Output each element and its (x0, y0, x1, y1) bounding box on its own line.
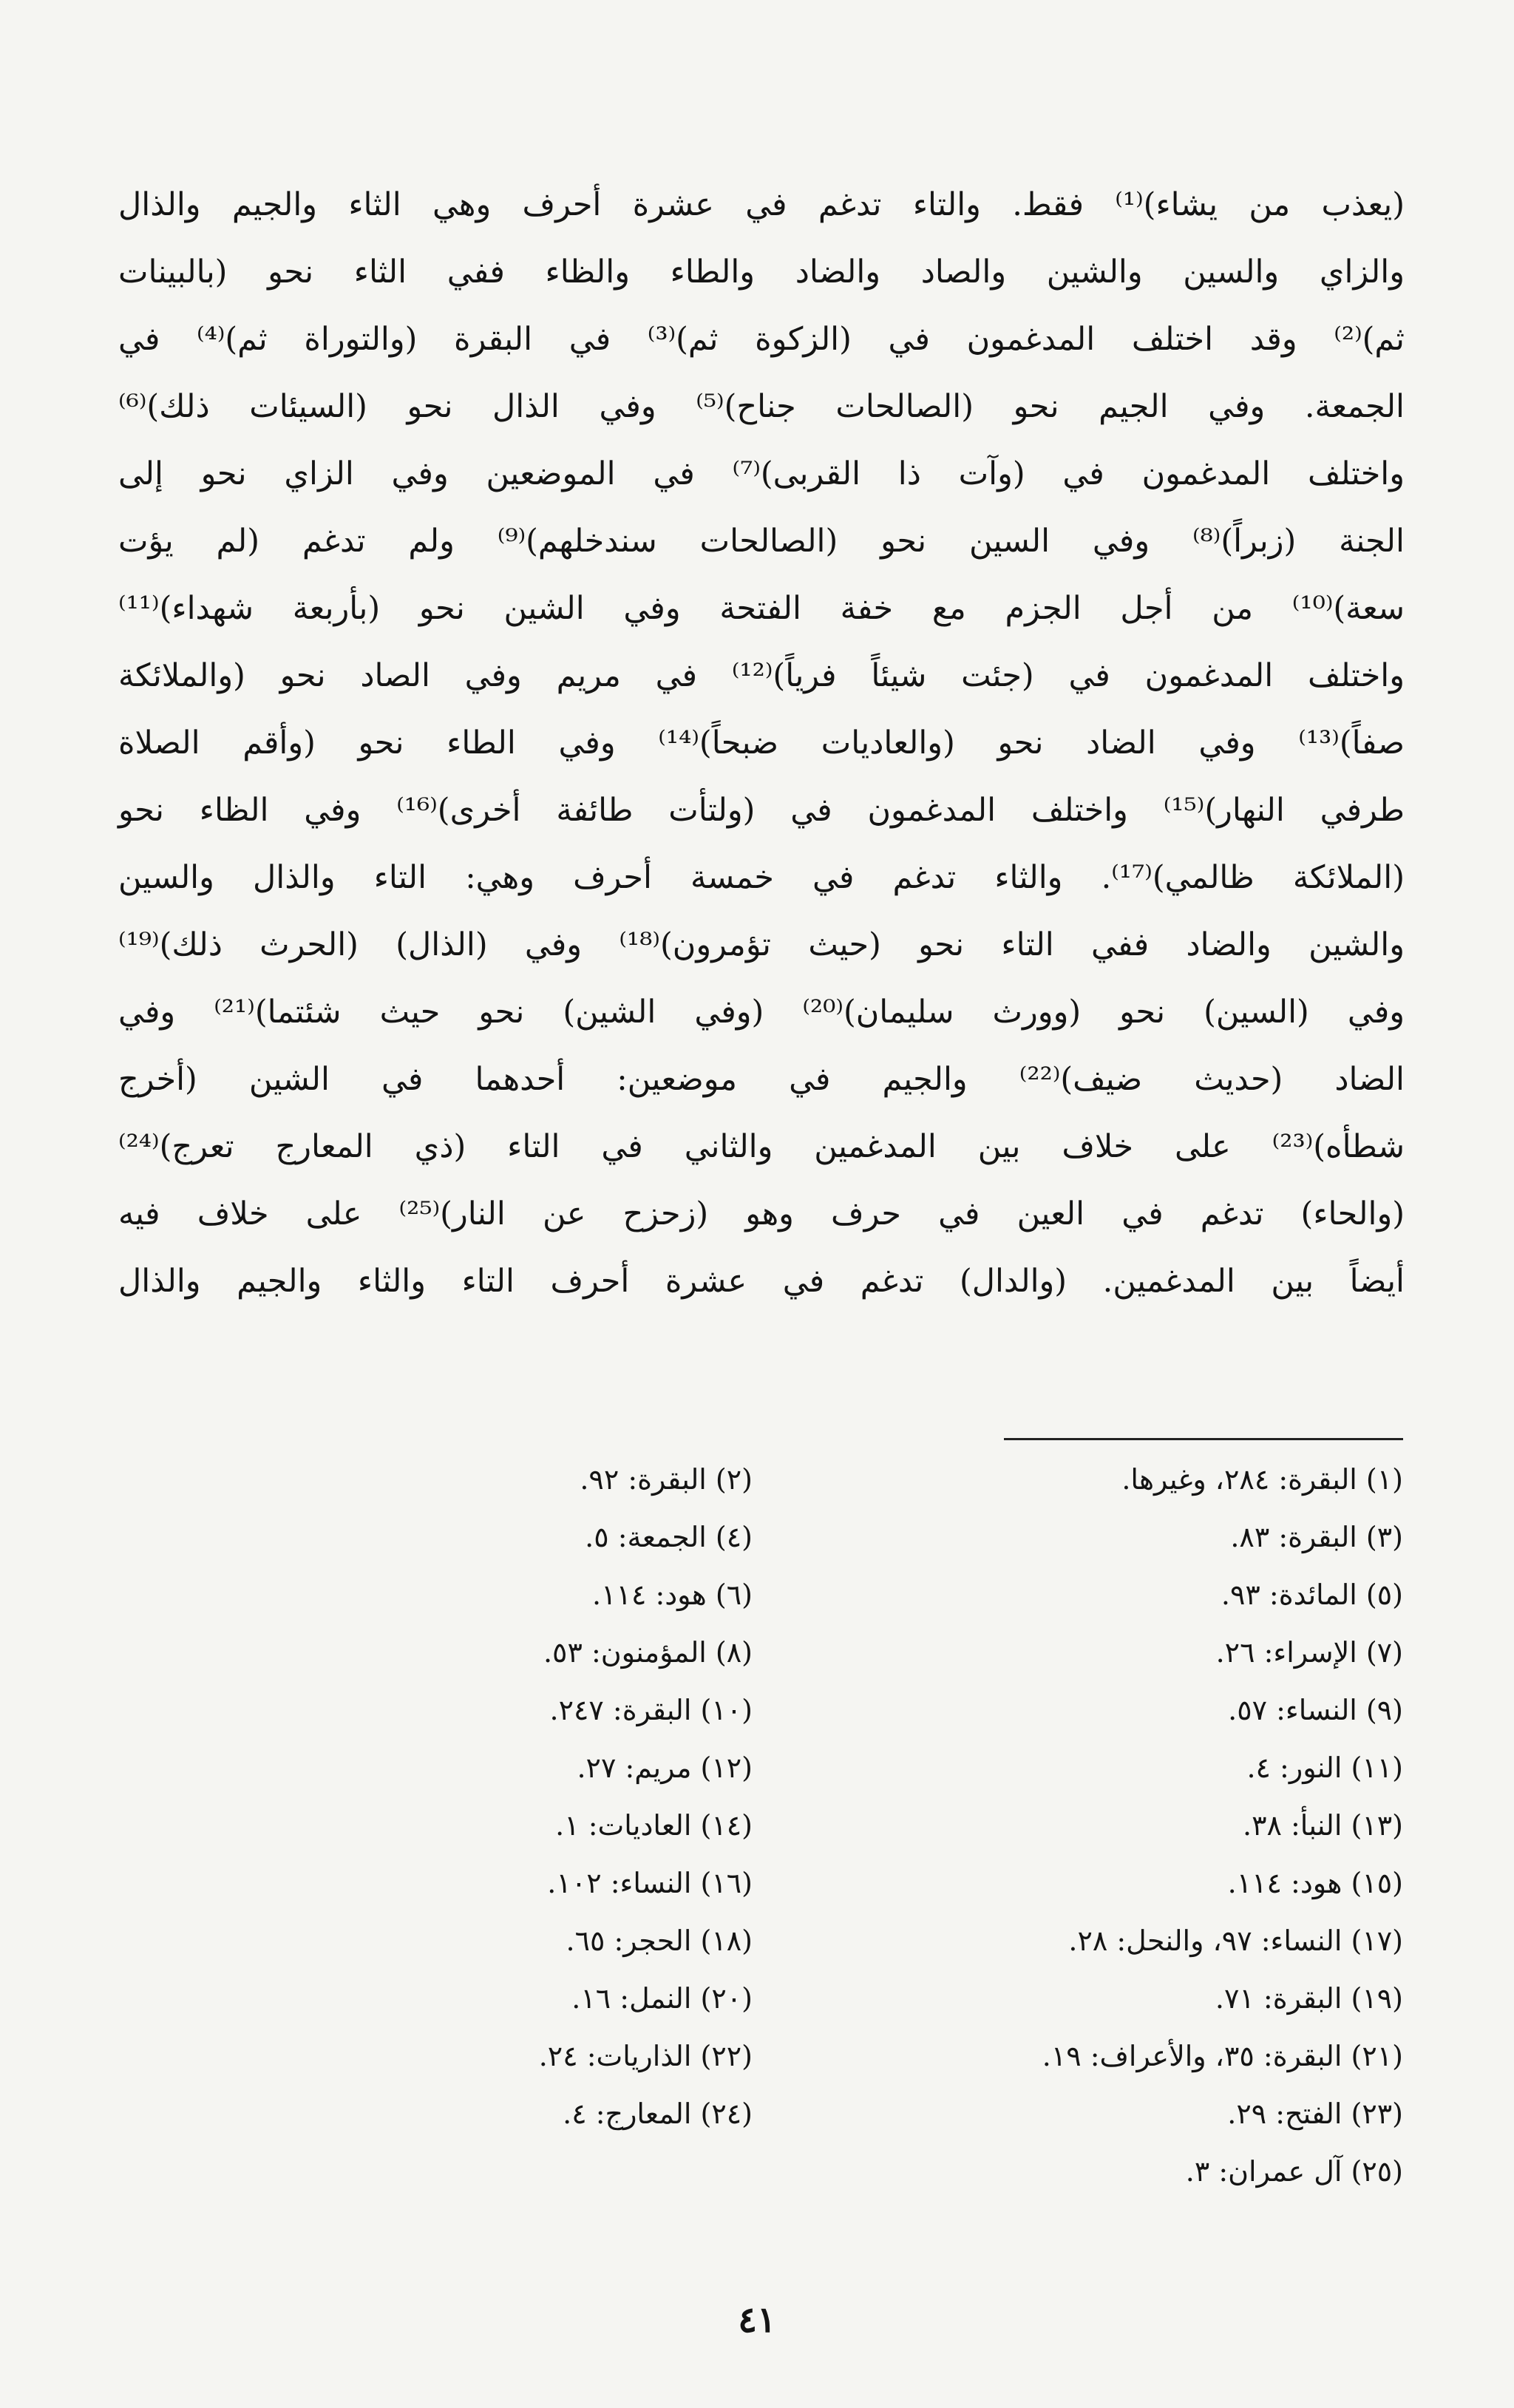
footnote: (٣) البقرة: ٨٣. (1230, 1521, 1403, 1553)
footnote: (١) البقرة: ٢٨٤، وغيرها. (1121, 1463, 1403, 1496)
footnote: (١٠) البقرة: ٢٤٧. (549, 1694, 753, 1726)
footnote-row (235, 2027, 1403, 2085)
footnote: (١١) النور: ٤. (1246, 1751, 1403, 1784)
body-line: (الملائكة ظالمي)⁽¹⁷⁾. والثاء تدغم في خمسة أحرف وهي: التاء والذال والسين (118, 859, 1405, 896)
body-line: وفي (السين) نحو (وورث سليمان)⁽²⁰⁾ (وفي الشين) نحو حيث شئتما)⁽²¹⁾ وفي (118, 994, 1405, 1031)
footnote: (١٦) النساء: ١٠٢. (547, 1867, 753, 1899)
body-line: (والحاء) تدغم في العين في حرف وهو (زحزح عن النار)⁽²⁵⁾ على خلاف فيه (118, 1195, 1405, 1232)
footnote: (٧) الإسراء: ٢٦. (1215, 1636, 1403, 1669)
footnote-row (235, 1912, 1403, 1970)
footnote-row (235, 1508, 1403, 1566)
body-line: (يعذب من يشاء)⁽¹⁾ فقط. والتاء تدغم في عشرة أحرف وهي الثاء والجيم والذال (118, 186, 1405, 223)
footnote: (٢) البقرة: ٩٢. (580, 1463, 753, 1496)
body-line: الضاد (حديث ضيف)⁽²²⁾ والجيم في موضعين: أحدهما في الشين (أخرج (118, 1061, 1405, 1098)
footnote: (٨) المؤمنون: ٥٣. (543, 1636, 753, 1669)
body-line: طرفي النهار)⁽¹⁵⁾ واختلف المدغمون في (ولتأت طائفة أخرى)⁽¹⁶⁾ وفي الظاء نحو (118, 792, 1405, 829)
footnote-row (235, 1624, 1403, 1681)
footnote: (٦) هود: ١١٤. (592, 1578, 753, 1611)
body-line: والشين والضاد ففي التاء نحو (حيث تؤمرون)⁽¹⁸⁾ وفي (الذال) (الحرث ذلك)⁽¹⁹⁾ (118, 926, 1405, 963)
footnote: (١٥) هود: ١١٤. (1227, 1867, 1403, 1899)
footnote: (٢٤) المعارج: ٤. (563, 2097, 753, 2130)
footnote: (١٣) النبأ: ٣٨. (1242, 1809, 1403, 1842)
page-number: ٤١ (738, 2299, 776, 2341)
body-line: شطأه)⁽²³⁾ على خلاف بين المدغمين والثاني في التاء (ذي المعارج تعرج)⁽²⁴⁾ (118, 1128, 1405, 1165)
body-line: صفاً)⁽¹³⁾ وفي الضاد نحو (والعاديات ضبحاً)⁽¹⁴⁾ وفي الطاء نحو (وأقم الصلاة (118, 725, 1405, 762)
footnote: (٢١) البقرة: ٣٥، والأعراف: ١٩. (1042, 2040, 1403, 2072)
footnote: (٤) الجمعة: ٥. (585, 1521, 753, 1553)
footnote: (١٢) مريم: ٢٧. (577, 1751, 753, 1784)
footnote: (٥) المائدة: ٩٣. (1221, 1578, 1403, 1611)
footnote-row (235, 1739, 1403, 1797)
footnote: (١٨) الحجر: ٦٥. (566, 1924, 753, 1957)
body-line: أيضاً بين المدغمين. (والدال) تدغم في عشرة أحرف التاء والثاء والجيم والذال (118, 1263, 1405, 1300)
footnote-divider (1004, 1438, 1403, 1440)
footnote: (٢٥) آل عمران: ٣. (1185, 2155, 1403, 2188)
body-line: الجمعة. وفي الجيم نحو (الصالحات جناح)⁽⁵⁾ وفي الذال نحو (السيئات ذلك)⁽⁶⁾ (118, 388, 1405, 425)
body-line: الجنة (زبراً)⁽⁸⁾ وفي السين نحو (الصالحات سندخلهم)⁽⁹⁾ ولم تدغم (لم يؤت (118, 523, 1405, 560)
footnote-row (235, 1681, 1403, 1739)
body-line: والزاي والسين والشين والصاد والضاد والطاء والظاء ففي الثاء نحو (بالبينات (118, 254, 1405, 291)
footnote-row (235, 1970, 1403, 2027)
footnote-row (235, 1451, 1403, 1508)
footnote (102, 2143, 753, 2200)
footnote: (٢٠) النمل: ١٦. (571, 1982, 753, 2015)
body-text (118, 172, 1405, 1315)
footnote: (٢٢) الذاريات: ٢٤. (538, 2040, 753, 2072)
body-line: ثم)⁽²⁾ وقد اختلف المدغمون في (الزكوة ثم)⁽³⁾ في البقرة (والتوراة ثم)⁽⁴⁾ في (118, 321, 1405, 358)
footnote-row (235, 2143, 1403, 2200)
footnote: (٩) النساء: ٥٧. (1228, 1694, 1403, 1726)
footnote-row (235, 2085, 1403, 2143)
footnote: (١٩) البقرة: ٧١. (1215, 1982, 1403, 2015)
footnote-row (235, 1797, 1403, 1854)
footnote: (١٧) النساء: ٩٧، والنحل: ٢٨. (1068, 1924, 1403, 1957)
footnote-row (235, 1566, 1403, 1624)
body-line: واختلف المدغمون في (جئت شيئاً فرياً)⁽¹²⁾ في مريم وفي الصاد نحو (والملائكة (118, 657, 1405, 694)
body-line: واختلف المدغمون في (وآت ذا القربى)⁽⁷⁾ في الموضعين وفي الزاي نحو إلى (118, 455, 1405, 492)
body-line: سعة)⁽¹⁰⁾ من أجل الجزم مع خفة الفتحة وفي الشين نحو (بأربعة شهداء)⁽¹¹⁾ (118, 590, 1405, 627)
footnote-row (235, 1854, 1403, 1912)
footnote: (١٤) العاديات: ١. (555, 1809, 753, 1842)
footnote: (٢٣) الفتح: ٢٩. (1227, 2097, 1403, 2130)
footnotes (235, 1451, 1403, 2200)
